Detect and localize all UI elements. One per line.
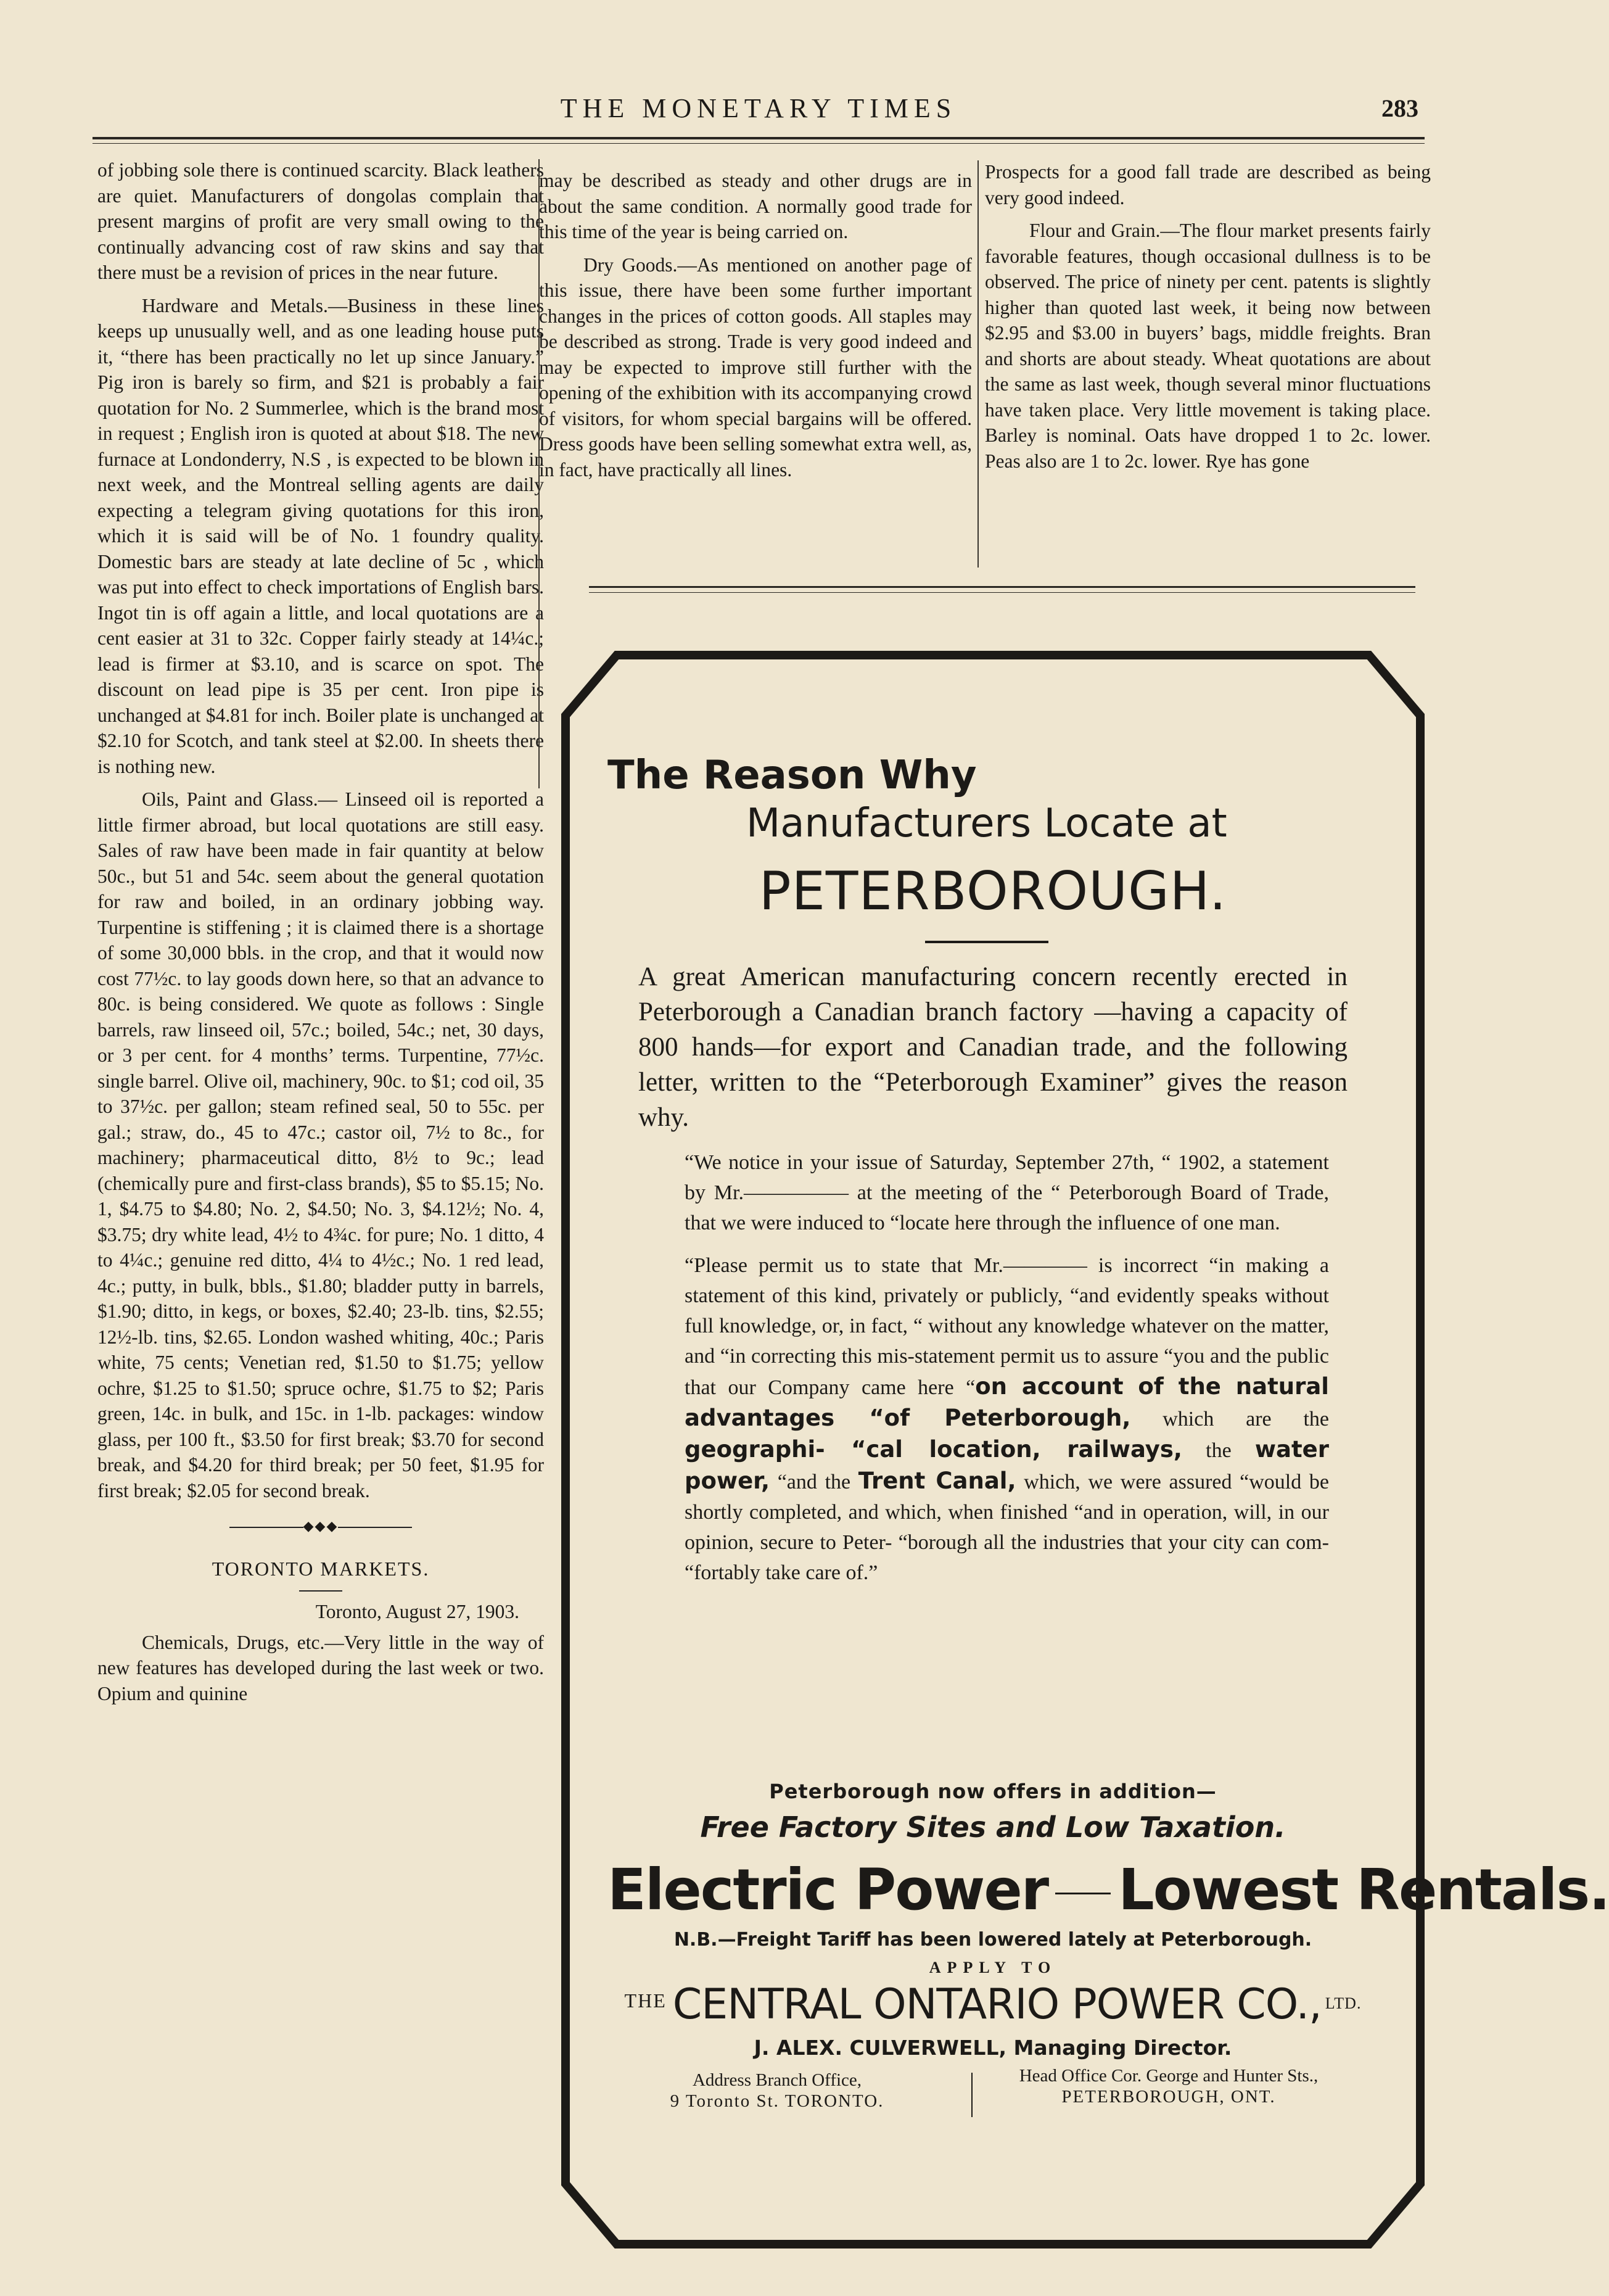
paragraph-chemicals: Chemicals, Drugs, etc.—Very little in the way of new features has developed during the last week or two. Opium and quinine (97, 1631, 544, 1704)
columns-bottom-rule (589, 586, 1415, 588)
letter-text: which, we were assured “would be shortly completed, and which, when finished “and in operation, will, in our opinion, secure to Peter- “borough all the industries that your city can com- “fortably take care of.” (685, 1471, 1330, 1584)
ad-offers: Peterborough now offers in addition— (769, 1780, 1217, 1803)
column-3 (985, 159, 1431, 481)
ad-content (607, 753, 1609, 2165)
company-ltd: LTD. (1325, 1994, 1362, 2012)
ad-headline-manufacturers: Manufacturers Locate at (746, 801, 1227, 846)
letter-text: “Please permit us to state that Mr.———— is incorrect “in making a statement of this kind, privately or publicly, “and evidently speaks without full knowledge, or, in fact, “ without any knowledge whatever on the matter, and “in correcting this mis-statement permit us to assure “you and the public that our Company came here “ (685, 1254, 1329, 1399)
ornament-divider: ◆◆◆ (97, 1513, 544, 1539)
paragraph-oils: Oils, Paint and Glass.— Linseed oil is reported a little firmer abroad, but local quotations are still easy. Sales of raw have been made in fair quantity at below 50c., but 51 and 54c. seem about the general quotation for raw and boiled, in an ordinary jobbing way. Turpentine is stiffening ; it is claimed there is a shortage of some 30,000 bbls. in the crop, and that it would now cost 77½c. to lay goods down here, so that an advance to 80c. is being considered. We quote as follows : Single barrels, raw linseed oil, 57c.; boiled, 54c.; net, 30 days, or 3 per cent. for 4 months’ terms. Turpentine, 77½c. single barrel. Olive oil, machinery, 90c. to $1; cod oil, 35 to 37½c. per gallon; steam refined seal, 50 to 55c. per gal.; straw, do., 45 to 47c.; castor oil, 7½ to 8c., for machinery; pharmaceutical ditto, 8½ to 9c.; lead (chemically pure and first-class brands), $5 to $5.15; No. 1, $4.75 to $4.80; No. 2, $4.50; No. 3, $4.12½; No. 4, $3.75; dry white lead, 4½ to 4¾c. for pure; No. 1 ditto, 4 to 4¼c.; genuine red ditto, 4¼ to 4½c.; No. 1 red lead, 4c.; putty, in bulk, bbls., $1.80; bladder putty in barrels, $1.90; ditto, in kegs, or boxes, $2.40; 23-lb. tins, $2.55; 12½-lb. tins, $2.65. London washed whiting, 40c.; Paris white, 75 cents; Venetian red, $1.50 to $1.75; yellow ochre, $1.25 to $1.50; spruce ochre, $1.75 to $2; Paris green, 14c. in bulk, and 15c. in 1-lb. packages: window glass, per 100 ft., $3.50 for first break; $3.70 for second break, and $4.20 for third break; per 50 feet, $1.95 for first break; $2.05 for second break. (97, 788, 544, 1501)
ad-company-name (607, 1980, 1378, 2029)
section-title: TORONTO MARKETS. (212, 1557, 430, 1580)
ad-branch-address (632, 2070, 922, 2112)
ad-managing-director: J. ALEX. CULVERWELL, Managing Director. (754, 2036, 1232, 2060)
head-office-line-1: Head Office Cor. George and Hunter Sts., (1019, 2066, 1319, 2086)
company-name-text: CENTRAL ONTARIO POWER CO., (672, 1980, 1322, 2029)
column-divider-2 (977, 160, 979, 568)
header-rule (93, 137, 1425, 144)
electric-dash (1055, 1893, 1111, 1894)
letter-text: “and the (770, 1471, 858, 1493)
column-2 (539, 168, 972, 490)
paragraph-hardware: Hardware and Metals.—Business in these lines keeps up unusually well, and as one leading house puts it, “there has been practically no let up since January.” Pig iron is barely so firm, and $21 is probably a fair quotation for No. 2 Summerlee, which is the brand most in request ; English iron is quoted at about $18. The new furnace at Londonderry, N.S , is expected to be blown in next week, and the Montreal selling agents are daily expecting a telegram giving quotations for this iron, which it is said will be of No. 1 foundry quality. Domestic bars are steady at late decline of 5c , which was put into effect to check importations of English bars. Ingot tin is off again a little, and local quotations are a cent easier at 31 to 32c. Copper fairly steady at 14¼c.; lead is firmer at $3.10, and is scarce on spot. The discount on lead pipe is 35 per cent. Iron pipe is unchanged at $4.81 for inch. Boiler plate is unchanged at $2.10 for Scotch, and tank steel at $2.00. In sheets there is nothing new. (97, 294, 544, 777)
letter-paragraph-1: “We notice in your issue of Saturday, September 27th, “ 1902, a statement by Mr.————— at the meeting of the “ Peterborough Board of Trade, that we were induced to “locate here through the influence of one man. (685, 1151, 1329, 1234)
ad-headline-reason: The Reason Why (607, 753, 977, 798)
branch-address-line-1: Address Branch Office, (692, 2070, 862, 2090)
ad-freight-note: N.B.—Freight Tariff has been lowered lately at Peterborough. (673, 1929, 1312, 1951)
column-1 (97, 157, 544, 1714)
paragraph-drugs-cont: may be described as steady and other drugs are in about the same condition. A normally good trade for this time of the year is being carried on. (539, 170, 972, 242)
ad-head-office-address (996, 2065, 1341, 2107)
ad-quoted-letter (685, 1147, 1329, 1600)
section-rule (299, 1590, 342, 1592)
masthead: THE MONETARY TIMES (560, 93, 957, 123)
electric-power-text: Electric Power (607, 1857, 1048, 1923)
ad-apply-to: APPLY TO (929, 1959, 1057, 1976)
ad-electric-power (607, 1857, 1609, 1923)
company-the: THE (624, 1989, 667, 2012)
letter-bold-trent-canal: Trent Canal, (858, 1468, 1016, 1494)
letter-text: the (1182, 1439, 1255, 1462)
letter-bold-location: geographi- “cal location, railways, (685, 1436, 1182, 1463)
columns-bottom-rule-thin (589, 592, 1415, 593)
ad-free-sites: Free Factory Sites and Low Taxation. (700, 1811, 1286, 1844)
ad-headline-peterborough: PETERBOROUGH. (759, 861, 1227, 922)
ad-intro: A great American manufacturing concern recently erected in Peterborough a Canadian branch factory —having a capacity of 800 hands—for export and Canadian trade, and the following letter, written to the “Peterborough Examiner” gives the reason why. (638, 962, 1348, 1132)
peterborough-advertisement (558, 648, 1609, 2252)
page-number: 283 (1381, 94, 1418, 122)
letter-bold-water-power: water power, (685, 1436, 1329, 1494)
lowest-rentals-text: Lowest Rentals. (1118, 1857, 1609, 1923)
letter-text: which are the (1130, 1408, 1329, 1431)
paragraph-prospects: Prospects for a good fall trade are described as being very good indeed. (985, 161, 1431, 209)
paragraph-leather: of jobbing sole there is continued scarcity. Black leathers are quiet. Manufacturers of dongolas complain that present margins of profit are very small owing to the continually advancing cost of raw skins and say that there must be a revision of prices in the near future. (97, 159, 544, 283)
page-header (86, 93, 1431, 136)
letter-paragraph-2 (685, 1250, 1329, 1588)
letter-bold-advantages: on account of the natural advantages “of Peterborough, (685, 1373, 1329, 1431)
address-divider (971, 2073, 973, 2117)
paragraph-flour-grain: Flour and Grain.—The flour market presents fairly favorable features, though occasional dullness is to be observed. The price of ninety per cent. patents is slightly higher than quoted last week, it being now between $2.95 and $3.00 in buyers’ bags, middle freights. Bran and shorts are about steady. Wheat quotations are about the same as last week, though several minor fluctuations have taken place. Very little movement is taking place. Barley is nominal. Oats have dropped 1 to 2c. lower. Peas also are 1 to 2c. lower. Rye has gone (985, 220, 1431, 472)
ad-headline-rule (925, 941, 1048, 943)
dateline: Toronto, August 27, 1903. (315, 1601, 519, 1622)
head-office-line-2: PETERBOROUGH, ONT. (1061, 2087, 1276, 2107)
paragraph-dry-goods: Dry Goods.—As mentioned on another page of this issue, there have been some further important changes in the prices of cotton goods. All staples may be described as strong. Trade is very good indeed and may be expected to improve still further with the opening of the exhibition with its accompanying crowd of visitors, for whom special bargains will be offered. Dress goods have been selling somewhat extra well, as, in fact, have practically all lines. (539, 254, 972, 481)
branch-address-line-2: 9 Toronto St. TORONTO. (670, 2091, 884, 2111)
